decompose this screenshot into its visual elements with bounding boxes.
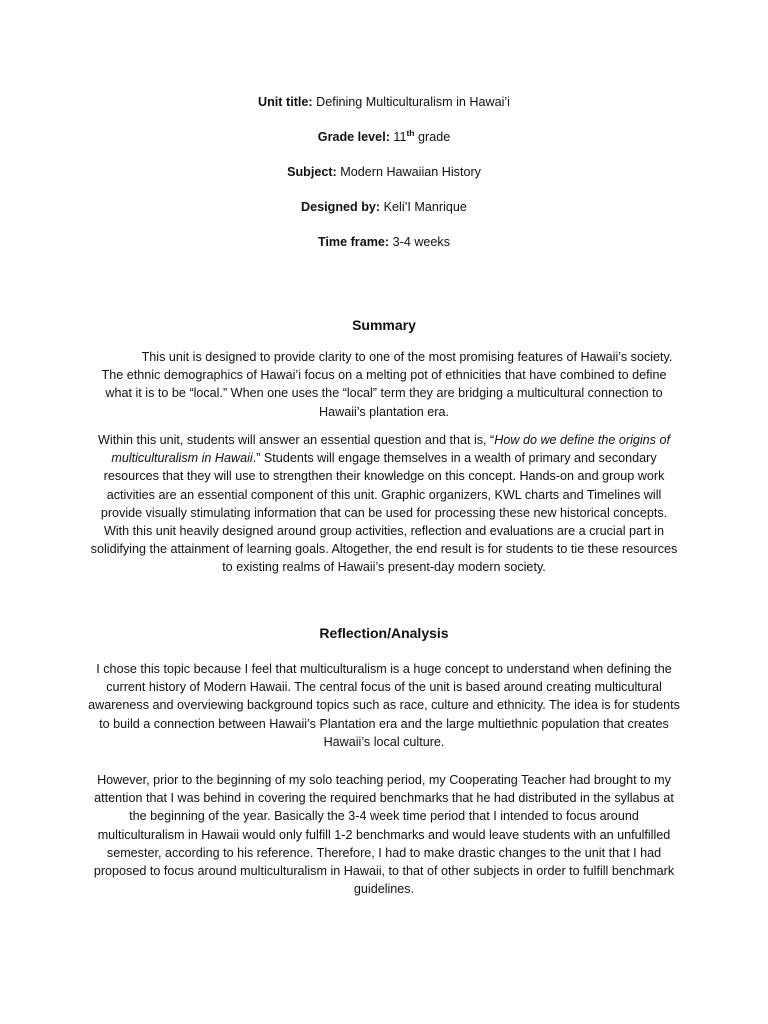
grade-level-line [0,130,768,144]
time-frame-label: Time frame: [317,235,390,249]
grade-level-word: grade [418,130,451,144]
grade-level-number: 11 [393,130,407,144]
subject-line [0,165,768,179]
unit-title-label: Unit title: [258,95,313,109]
reflection-paragraph-1: I chose this topic because I feel that multiculturalism is a huge concept to understand when defining the current history of Modern Hawaii. The central focus of the unit is based around creating multicultural awareness and overviewing background topics such as race, culture and ethnicity. The idea is for students to build a connection between Hawaii’s Plantation era and the large multiethnic population that creates Hawaii’s local culture. [88,662,680,749]
summary-heading: Summary [352,317,416,333]
time-frame-value: 3-4 weeks [392,235,451,249]
summary-paragraph-2 [88,431,680,577]
subject-label: Subject: [287,165,337,179]
summary-paragraph-1-text: This unit is designed to provide clarity to one of the most promising features of Hawaii’s society. The ethnic demographics of Hawai’i focus on a melting pot of ethnicities that have combined to define what it is to be “local.” When one uses the “local” term they are bridging a multicultural connection to Hawaii’s plantation era. [101,350,673,419]
grade-level-suffix: th [406,128,415,138]
summary-paragraph-2-post: .” Students will engage themselves in a wealth of primary and secondary resources that they will use to strengthen their knowledge on this concept. Hands-on and group work activities are an essential component of this unit. Graphic organizers, KWL charts and Timelines will provide visually stimulating information that can be used for processing these new historical concepts. With this unit heavily designed around group activities, reflection and evaluations are a crucial part in solidifying the attainment of learning goals. Altogether, the end result is for students to tie these resources to existing realms of Hawaii’s present-day modern society. [90,451,678,575]
summary-paragraph-1 [88,348,680,421]
reflection-heading: Reflection/Analysis [319,625,449,641]
summary-paragraph-2-pre: Within this unit, students will answer an essential question and that is, “ [98,433,495,447]
designed-by-label: Designed by: [301,200,381,214]
unit-title-value: Defining Multiculturalism in Hawai’i [316,95,510,109]
time-frame-line [0,235,768,249]
designed-by-value: Keli’I Manrique [383,200,467,214]
designed-by-line [0,200,768,214]
essential-question: How do we define the origins of multiculturalism in Hawaii [111,433,670,466]
subject-value: Modern Hawaiian History [340,165,481,179]
unit-title-line [0,95,768,109]
grade-level-label: Grade level: [317,130,390,144]
reflection-paragraph-2: However, prior to the beginning of my solo teaching period, my Cooperating Teacher had brought to my attention that I was behind in covering the required benchmarks that he had distributed in the syllabus at the beginning of the year. Basically the 3-4 week time period that I intended to focus around multiculturalism in Hawaii would only fulfill 1-2 benchmarks and would leave students with an unfulfilled semester, according to his reference. Therefore, I had to make drastic changes to the unit that I had proposed to focus around multiculturalism in Hawaii, to that of other subjects in order to fulfill benchmark guidelines. [93,773,675,897]
